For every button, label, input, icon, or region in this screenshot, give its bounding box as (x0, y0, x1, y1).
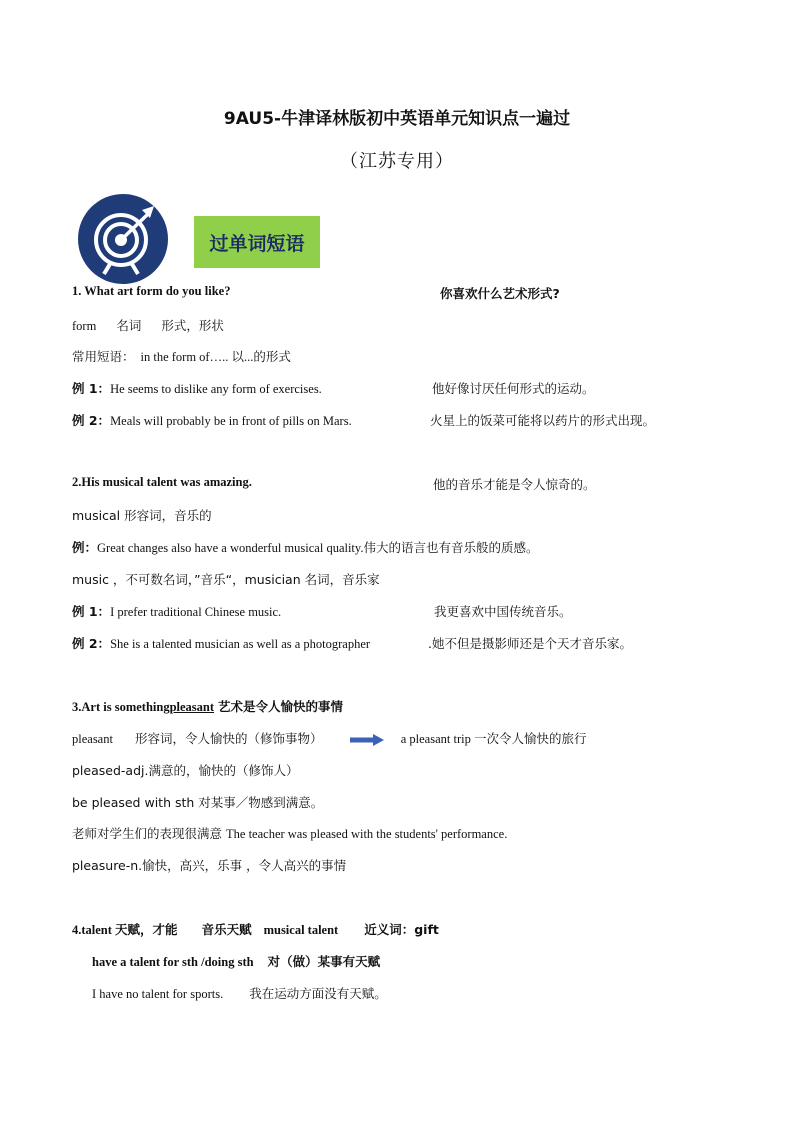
s2-line-1: musical 形容词，音乐的 (72, 508, 212, 523)
s1-example-2: 例 2：Meals will probably be in front of pills on Mars. (72, 413, 352, 428)
s2-heading-zh: 他的音乐才能是令人惊奇的。 (433, 477, 596, 492)
s4-line-3: I have no talent for sports. 我在运动方面没有天赋。 (92, 986, 387, 1001)
s3-line-3: be pleased with sth 对某事／物感到满意。 (72, 795, 324, 810)
s2-example-2: 例 2：She is a talented musician as well as a photographer (72, 636, 371, 651)
s4-heading: 4.talent 天赋，才能 音乐天赋 musical talent 近义词：gift (72, 922, 439, 937)
document-title: 9AU5-牛津译林版初中英语单元知识点一遍过 (223, 109, 571, 129)
s2-example-1-zh: 我更喜欢中国传统音乐。 (434, 604, 572, 619)
arrow-right-icon (350, 734, 384, 746)
s3-line-5: pleasure-n.愉快，高兴，乐事 ，令人高兴的事情 (72, 858, 347, 873)
s1-line-2: 常用短语： in the form of….. 以...的形式 (72, 349, 291, 364)
s1-heading: 1. What art form do you like? (72, 284, 231, 298)
s3-line-2: pleased-adj.满意的，愉快的（修饰人） (72, 763, 299, 778)
s2-example-1: 例 1：I prefer traditional Chinese music. (72, 604, 282, 619)
s3-heading: 3.Art is somethingpleasant 艺术是令人愉快的事情 (72, 699, 344, 714)
s2-line-3: music ，不可数名词，”音乐“，musician 名词，音乐家 (72, 572, 380, 587)
s2-heading: 2.His musical talent was amazing. (72, 475, 252, 489)
s1-heading-zh: 你喜欢什么艺术形式? (440, 286, 560, 301)
s1-example-1-zh: 他好像讨厌任何形式的运动。 (432, 381, 595, 396)
target-icon (78, 194, 168, 284)
s1-example-1: 例 1：He seems to dislike any form of exercises. (72, 381, 322, 396)
s1-example-2-zh: 火星上的饭菜可能将以药片的形式出现。 (430, 413, 656, 428)
s3-line-4: 老师对学生们的表现很满意 The teacher was pleased with the students' performance. (72, 826, 508, 841)
document-subtitle: （江苏专用） (340, 151, 454, 172)
s3-line-1: pleasant 形容词，令人愉快的（修饰事物） a pleasant trip 一次令人愉快的旅行 (72, 731, 587, 746)
s4-line-2: have a talent for sth /doing sth 对（做）某事有天赋 (92, 954, 381, 969)
s1-line-1: form 名词 形式，形状 (72, 318, 224, 333)
section-badge: 过单词短语 (194, 216, 320, 268)
s2-example-2-zh: .她不但是摄影师还是个天才音乐家。 (428, 636, 632, 651)
s2-example: 例：Great changes also have a wonderful musical quality.伟大的语言也有音乐般的质感。 (72, 540, 539, 555)
